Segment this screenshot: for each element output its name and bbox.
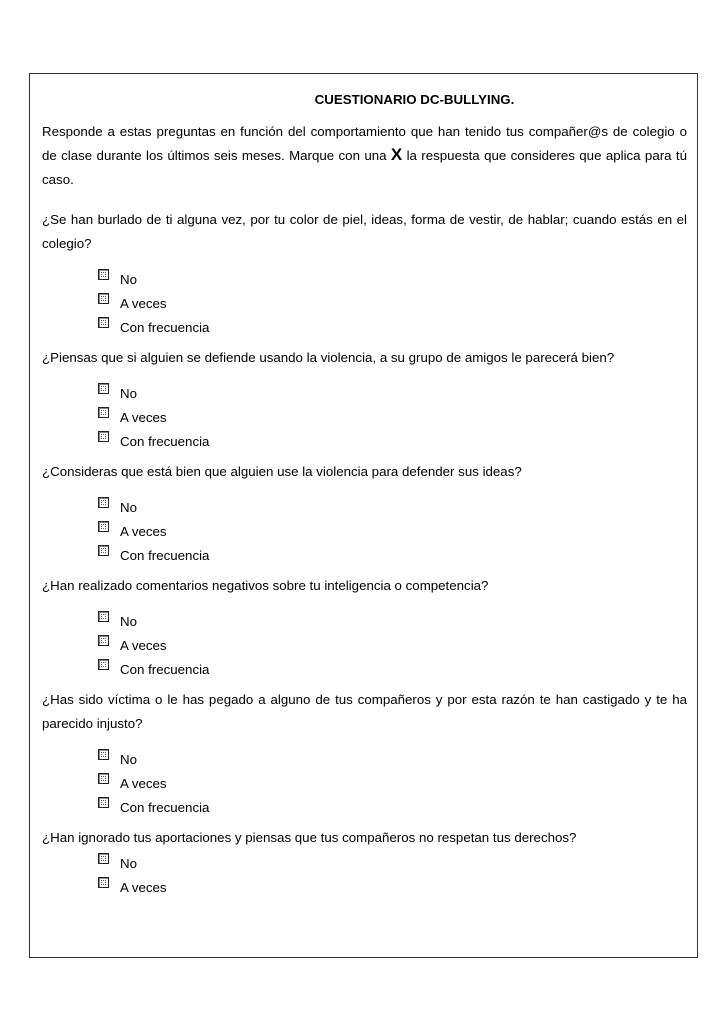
option-a-veces[interactable] (42, 518, 687, 542)
question-6: ¿Han ignorado tus aportaciones y piensas que tus compañeros no respetan tus derechos? (42, 830, 577, 845)
option-label: A veces (120, 410, 167, 425)
option-label: A veces (120, 880, 167, 895)
instructions-text-start: Responde a estas preguntas en función del comportamiento que han tenido tus compañer@s de colegio o de clase durante los últimos seis meses. Marque con una (42, 124, 687, 163)
checkbox-icon[interactable] (98, 293, 109, 304)
option-no[interactable] (42, 266, 687, 290)
questionnaire-content (42, 88, 687, 906)
option-label: No (120, 752, 137, 767)
checkbox-icon[interactable] (98, 659, 109, 670)
option-label: No (120, 272, 137, 287)
checkbox-icon[interactable] (98, 383, 109, 394)
option-label: Con frecuencia (120, 434, 210, 449)
instructions (42, 120, 687, 192)
checkbox-icon[interactable] (98, 877, 109, 888)
mark-x-symbol: X (390, 145, 403, 164)
question-1-options (42, 266, 687, 338)
option-label: Con frecuencia (120, 800, 210, 815)
question-1: ¿Se han burlado de ti alguna vez, por tu color de piel, ideas, forma de vestir, de hablar; cuando estás en el colegio? (42, 212, 687, 251)
option-label: Con frecuencia (120, 548, 210, 563)
option-label: No (120, 500, 137, 515)
question-4-options (42, 608, 687, 680)
question-2-options (42, 380, 687, 452)
checkbox-icon[interactable] (98, 269, 109, 280)
option-a-veces[interactable] (42, 632, 687, 656)
question-5: ¿Has sido víctima o le has pegado a alguno de tus compañeros y por esta razón te han castigado y te ha parecido injusto? (42, 692, 687, 731)
question-3: ¿Consideras que está bien que alguien use la violencia para defender sus ideas? (42, 464, 522, 479)
option-a-veces[interactable] (42, 874, 687, 898)
question-2: ¿Piensas que si alguien se defiende usando la violencia, a su grupo de amigos le parecerá bien? (42, 350, 615, 365)
checkbox-icon[interactable] (98, 853, 109, 864)
option-label: A veces (120, 776, 167, 791)
checkbox-icon[interactable] (98, 773, 109, 784)
checkbox-icon[interactable] (98, 545, 109, 556)
question-6-options (42, 850, 687, 898)
question-4: ¿Han realizado comentarios negativos sobre tu inteligencia o competencia? (42, 578, 489, 593)
option-label: A veces (120, 638, 167, 653)
option-label: Con frecuencia (120, 662, 210, 677)
checkbox-icon[interactable] (98, 497, 109, 508)
question-3-options (42, 494, 687, 566)
checkbox-icon[interactable] (98, 797, 109, 808)
option-label: A veces (120, 296, 167, 311)
option-no[interactable] (42, 608, 687, 632)
option-label: No (120, 614, 137, 629)
option-con-frecuencia[interactable] (42, 542, 687, 566)
question-5-options (42, 746, 687, 818)
checkbox-icon[interactable] (98, 635, 109, 646)
option-a-veces[interactable] (42, 290, 687, 314)
option-con-frecuencia[interactable] (42, 656, 687, 680)
option-no[interactable] (42, 380, 687, 404)
option-con-frecuencia[interactable] (42, 314, 687, 338)
checkbox-icon[interactable] (98, 749, 109, 760)
option-a-veces[interactable] (42, 770, 687, 794)
checkbox-icon[interactable] (98, 611, 109, 622)
checkbox-icon[interactable] (98, 407, 109, 418)
checkbox-icon[interactable] (98, 317, 109, 328)
checkbox-icon[interactable] (98, 431, 109, 442)
option-label: No (120, 856, 137, 871)
option-no[interactable] (42, 850, 687, 874)
option-a-veces[interactable] (42, 404, 687, 428)
option-label: Con frecuencia (120, 320, 210, 335)
document-title: CUESTIONARIO DC-BULLYING. (314, 92, 515, 107)
option-no[interactable] (42, 746, 687, 770)
instructions-text-end: la respuesta que consideres que aplica para tú caso. (42, 148, 687, 187)
option-label: A veces (120, 524, 167, 539)
option-con-frecuencia[interactable] (42, 428, 687, 452)
option-con-frecuencia[interactable] (42, 794, 687, 818)
option-no[interactable] (42, 494, 687, 518)
option-label: No (120, 386, 137, 401)
checkbox-icon[interactable] (98, 521, 109, 532)
